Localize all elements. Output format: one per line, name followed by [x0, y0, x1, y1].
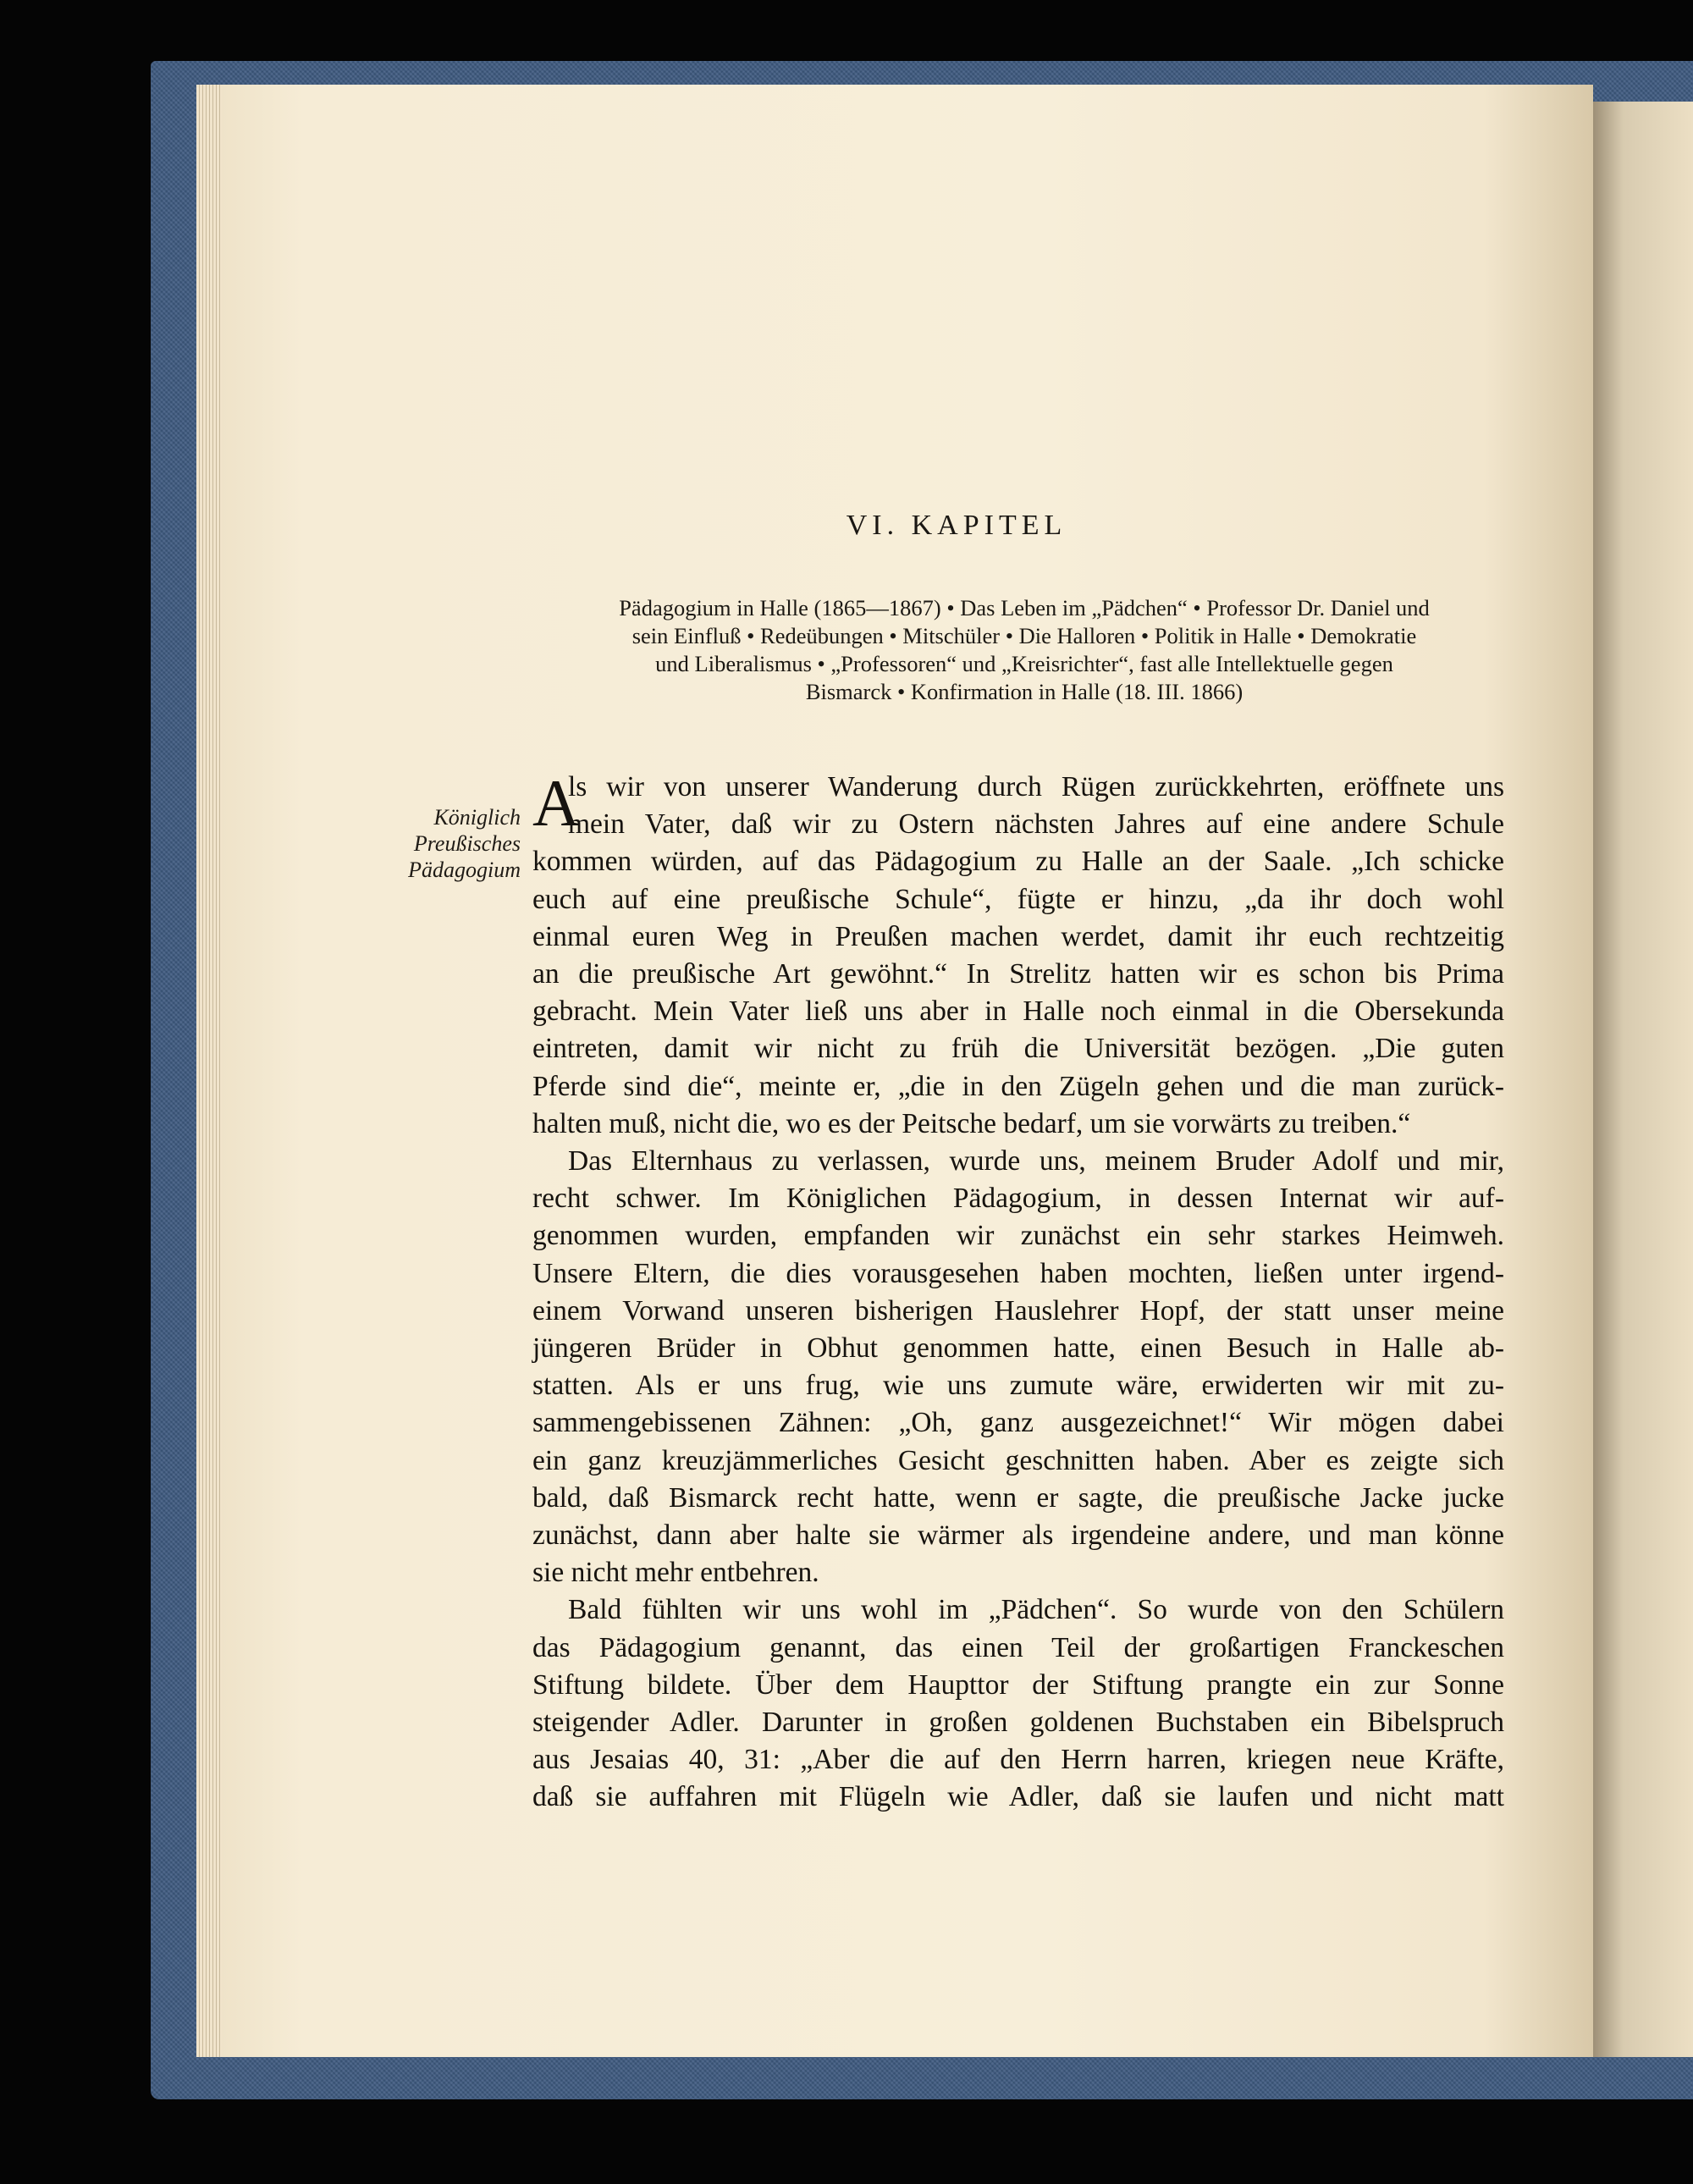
summary-line: sein Einfluß • Redeübungen • Mitschüler • Die Halloren • Politik in Halle • Demokratie — [631, 623, 1417, 648]
text-line: gebracht. Mein Vater ließ uns aber in Halle noch einmal in die Obersekunda — [532, 995, 1504, 1028]
text-line: ls wir von unserer Wanderung durch Rügen zurückkehrten, eröffnete uns — [568, 771, 1504, 802]
text-line: statten. Als er uns frug, wie uns zumute wäre, erwiderten wir mit zu- — [532, 1370, 1504, 1402]
summary-line: Pädagogium in Halle (1865—1867) • Das Leben im „Pädchen“ • Professor Dr. Daniel und — [619, 595, 1430, 620]
text-line: Bald fühlten wir uns wohl im „Pädchen“. So wurde von den Schülern — [568, 1594, 1504, 1626]
text-line: Unsere Eltern, die dies vorausgesehen haben mochten, ließen unter irgend- — [532, 1257, 1504, 1289]
text-line: aus Jesaias 40, 31: „Aber die auf den Herrn harren, kriegen neue Kräfte, — [532, 1744, 1504, 1776]
text-line: steigender Adler. Darunter in großen goldenen Buchstaben ein Bibelspruch — [532, 1707, 1504, 1739]
text-line: mein Vater, daß wir zu Ostern nächsten Jahres auf eine andere Schule — [568, 808, 1504, 841]
text-line: an die preußische Art gewöhnt.“ In Strelitz hatten wir es schon bis Prima — [532, 958, 1504, 990]
text-line: sammengebissenen Zähnen: „Oh, ganz ausgezeichnet!“ Wir mögen dabei — [532, 1407, 1504, 1439]
text-line: daß sie auffahren mit Flügeln wie Adler, daß sie laufen und nicht matt — [532, 1781, 1504, 1813]
text-line: eintreten, damit wir nicht zu früh die Universität bezögen. „Die guten — [532, 1033, 1504, 1065]
marginal-note — [364, 804, 521, 883]
text-line: zunächst, dann aber halte sie wärmer als irgendeine andere, und man könne — [532, 1519, 1504, 1552]
text-line: kommen würden, auf das Pädagogium zu Halle an der Saale. „Ich schicke — [532, 846, 1504, 878]
body-text — [532, 766, 1504, 1817]
next-page-edge — [1593, 102, 1693, 2057]
text-line: Stiftung bildete. Über dem Haupttor der Stiftung prangte ein zur Sonne — [532, 1668, 1504, 1701]
text-line: euch auf eine preußische Schule“, fügte er hinzu, „da ihr doch wohl — [532, 883, 1504, 915]
chapter-title: VI. KAPITEL — [846, 510, 1067, 541]
text-line: Das Elternhaus zu verlassen, wurde uns, meinem Bruder Adolf und mir, — [568, 1145, 1504, 1177]
drop-cap: A — [532, 766, 581, 840]
text-line: einem Vorwand unseren bisherigen Hauslehrer Hopf, der statt unser meine — [532, 1294, 1504, 1326]
text-line: das Pädagogium genannt, das einen Teil der großartigen Franckeschen — [532, 1631, 1504, 1663]
marginal-note-line: Königlich — [433, 805, 521, 830]
text-line: genommen wurden, empfanden wir zunächst ein sehr starkes Heimweh. — [532, 1220, 1504, 1252]
text-line: recht schwer. Im Königlichen Pädagogium, in dessen Internat wir auf- — [532, 1183, 1504, 1215]
text-line: einmal euren Weg in Preußen machen werdet, damit ihr euch rechtzeitig — [532, 920, 1504, 952]
summary-line: und Liberalismus • „Professoren“ und „Kreisrichter“, fast alle Intellektuelle gegen — [655, 651, 1393, 676]
text-line: bald, daß Bismarck recht hatte, wenn er sagte, die preußische Jacke jucke — [532, 1481, 1504, 1514]
text-line: Pferde sind die“, meinte er, „die in den Zügeln gehen und die man zurück- — [532, 1070, 1504, 1102]
chapter-summary — [554, 594, 1494, 706]
summary-line: Bismarck • Konfirmation in Halle (18. III. 1866) — [805, 679, 1244, 704]
marginal-note-line: Pädagogium — [408, 858, 521, 882]
text-line: ein ganz kreuzjämmerliches Gesicht geschnitten haben. Aber es zeigte sich — [532, 1444, 1504, 1476]
text-line: halten muß, nicht die, wo es der Peitsche bedarf, um sie vorwärts zu treiben.“ — [532, 1107, 1411, 1139]
text-line: sie nicht mehr entbehren. — [532, 1557, 819, 1589]
text-line: jüngeren Brüder in Obhut genommen hatte, einen Besuch in Halle ab- — [532, 1332, 1504, 1365]
marginal-note-line: Preußisches — [413, 831, 521, 856]
